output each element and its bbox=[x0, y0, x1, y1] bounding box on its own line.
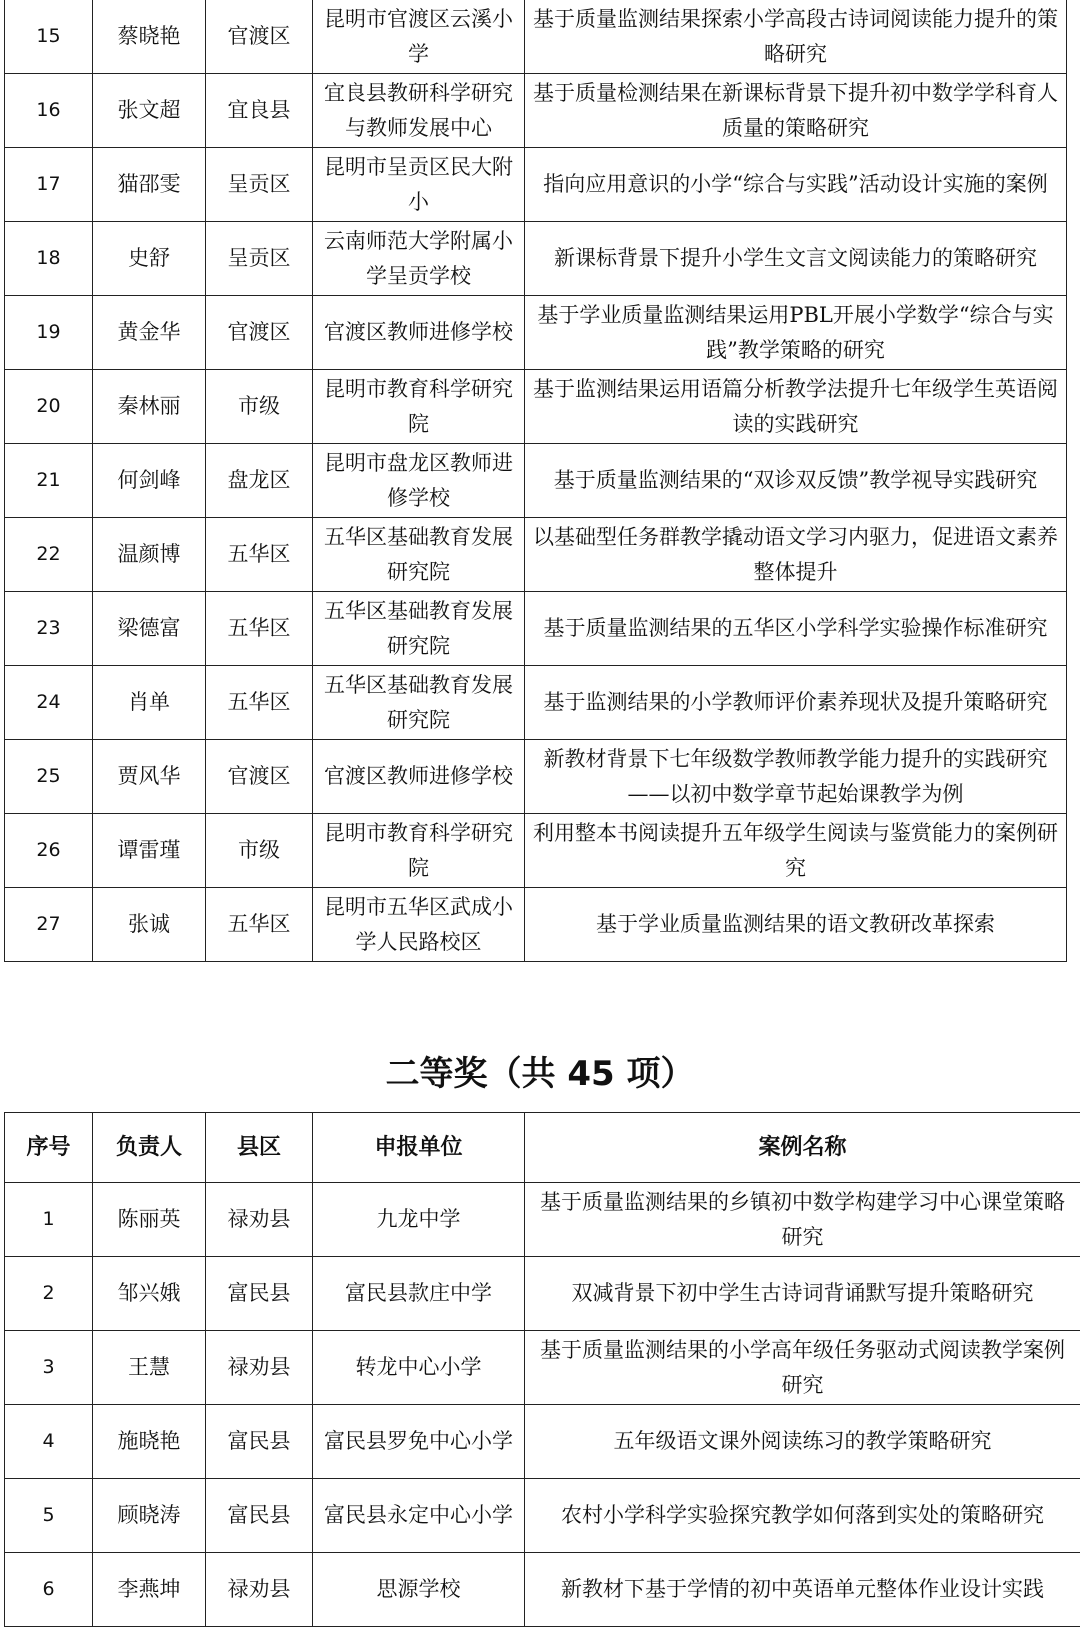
cell-person: 黄金华 bbox=[93, 296, 206, 370]
cell-unit: 思源学校 bbox=[313, 1553, 525, 1627]
header-unit: 申报单位 bbox=[313, 1113, 525, 1183]
section-title-second-prize: 二等奖（共 45 项） bbox=[385, 1054, 695, 1094]
table-header-row bbox=[5, 1113, 1080, 1183]
cell-case: 基于质量监测结果的小学高年级任务驱动式阅读教学案例研究 bbox=[525, 1331, 1080, 1405]
cell-person: 秦林丽 bbox=[93, 370, 206, 444]
cell-district: 禄劝县 bbox=[206, 1183, 313, 1257]
cell-unit: 昆明市盘龙区教师进修学校 bbox=[313, 444, 525, 518]
header-no: 序号 bbox=[5, 1113, 93, 1183]
cell-case: 基于质量监测结果探索小学高段古诗词阅读能力提升的策略研究 bbox=[525, 0, 1067, 74]
cell-case: 农村小学科学实验探究教学如何落到实处的策略研究 bbox=[525, 1479, 1080, 1553]
table-row bbox=[5, 1257, 1080, 1331]
cell-no: 23 bbox=[5, 592, 93, 666]
cell-unit: 官渡区教师进修学校 bbox=[313, 740, 525, 814]
cell-no: 26 bbox=[5, 814, 93, 888]
cell-person: 何剑峰 bbox=[93, 444, 206, 518]
table-row bbox=[5, 740, 1067, 814]
cell-person: 蔡晓艳 bbox=[93, 0, 206, 74]
cell-person: 贾风华 bbox=[93, 740, 206, 814]
table-row bbox=[5, 814, 1067, 888]
cell-person: 猫邵雯 bbox=[93, 148, 206, 222]
cell-unit: 转龙中心小学 bbox=[313, 1331, 525, 1405]
cell-unit: 云南师范大学附属小学呈贡学校 bbox=[313, 222, 525, 296]
cell-district: 宜良县 bbox=[206, 74, 313, 148]
table-row bbox=[5, 888, 1067, 962]
cell-person: 李燕坤 bbox=[93, 1553, 206, 1627]
table-row bbox=[5, 666, 1067, 740]
cell-no: 18 bbox=[5, 222, 93, 296]
cell-person: 顾晓涛 bbox=[93, 1479, 206, 1553]
cell-district: 官渡区 bbox=[206, 296, 313, 370]
cell-district: 市级 bbox=[206, 370, 313, 444]
table-row bbox=[5, 222, 1067, 296]
cell-no: 19 bbox=[5, 296, 93, 370]
award-table-second bbox=[4, 1112, 1080, 1627]
cell-person: 谭雷瑾 bbox=[93, 814, 206, 888]
cell-no: 27 bbox=[5, 888, 93, 962]
cell-district: 禄劝县 bbox=[206, 1331, 313, 1405]
award-table-first bbox=[4, 0, 1067, 962]
cell-person: 温颜博 bbox=[93, 518, 206, 592]
cell-no: 6 bbox=[5, 1553, 93, 1627]
cell-person: 张诚 bbox=[93, 888, 206, 962]
table-row bbox=[5, 1553, 1080, 1627]
cell-district: 禄劝县 bbox=[206, 1553, 313, 1627]
cell-case: 基于质量检测结果在新课标背景下提升初中数学学科育人质量的策略研究 bbox=[525, 74, 1067, 148]
cell-unit: 五华区基础教育发展研究院 bbox=[313, 666, 525, 740]
table-row bbox=[5, 1331, 1080, 1405]
table-row bbox=[5, 1479, 1080, 1553]
table-row bbox=[5, 592, 1067, 666]
cell-person: 张文超 bbox=[93, 74, 206, 148]
table-row bbox=[5, 518, 1067, 592]
cell-person: 邹兴娥 bbox=[93, 1257, 206, 1331]
cell-no: 20 bbox=[5, 370, 93, 444]
cell-district: 五华区 bbox=[206, 518, 313, 592]
cell-no: 3 bbox=[5, 1331, 93, 1405]
cell-district: 盘龙区 bbox=[206, 444, 313, 518]
cell-district: 官渡区 bbox=[206, 0, 313, 74]
table-row bbox=[5, 148, 1067, 222]
cell-case: 五年级语文课外阅读练习的教学策略研究 bbox=[525, 1405, 1080, 1479]
cell-unit: 富民县罗免中心小学 bbox=[313, 1405, 525, 1479]
cell-case: 基于监测结果的小学教师评价素养现状及提升策略研究 bbox=[525, 666, 1067, 740]
cell-no: 25 bbox=[5, 740, 93, 814]
cell-case: 以基础型任务群教学撬动语文学习内驱力，促进语文素养整体提升 bbox=[525, 518, 1067, 592]
table-row bbox=[5, 444, 1067, 518]
cell-district: 呈贡区 bbox=[206, 148, 313, 222]
header-person: 负责人 bbox=[93, 1113, 206, 1183]
cell-no: 22 bbox=[5, 518, 93, 592]
cell-no: 17 bbox=[5, 148, 93, 222]
cell-person: 史舒 bbox=[93, 222, 206, 296]
cell-district: 富民县 bbox=[206, 1479, 313, 1553]
cell-district: 五华区 bbox=[206, 888, 313, 962]
cell-unit: 九龙中学 bbox=[313, 1183, 525, 1257]
cell-district: 富民县 bbox=[206, 1405, 313, 1479]
cell-no: 1 bbox=[5, 1183, 93, 1257]
cell-district: 官渡区 bbox=[206, 740, 313, 814]
cell-person: 王慧 bbox=[93, 1331, 206, 1405]
cell-no: 5 bbox=[5, 1479, 93, 1553]
header-case: 案例名称 bbox=[525, 1113, 1080, 1183]
cell-person: 陈丽英 bbox=[93, 1183, 206, 1257]
table-row bbox=[5, 74, 1067, 148]
cell-unit: 官渡区教师进修学校 bbox=[313, 296, 525, 370]
cell-district: 呈贡区 bbox=[206, 222, 313, 296]
cell-case: 基于学业质量监测结果运用PBL开展小学数学“综合与实践”教学策略的研究 bbox=[525, 296, 1067, 370]
cell-unit: 昆明市教育科学研究院 bbox=[313, 370, 525, 444]
table-row bbox=[5, 296, 1067, 370]
cell-case: 新教材下基于学情的初中英语单元整体作业设计实践 bbox=[525, 1553, 1080, 1627]
cell-district: 市级 bbox=[206, 814, 313, 888]
cell-district: 五华区 bbox=[206, 592, 313, 666]
cell-case: 利用整本书阅读提升五年级学生阅读与鉴赏能力的案例研究 bbox=[525, 814, 1067, 888]
cell-unit: 昆明市五华区武成小学人民路校区 bbox=[313, 888, 525, 962]
cell-no: 4 bbox=[5, 1405, 93, 1479]
header-district: 县区 bbox=[206, 1113, 313, 1183]
cell-case: 基于质量监测结果的五华区小学科学实验操作标准研究 bbox=[525, 592, 1067, 666]
cell-unit: 宜良县教研科学研究与教师发展中心 bbox=[313, 74, 525, 148]
cell-district: 富民县 bbox=[206, 1257, 313, 1331]
cell-no: 15 bbox=[5, 0, 93, 74]
cell-case: 双减背景下初中学生古诗词背诵默写提升策略研究 bbox=[525, 1257, 1080, 1331]
cell-district: 五华区 bbox=[206, 666, 313, 740]
cell-case: 基于监测结果运用语篇分析教学法提升七年级学生英语阅读的实践研究 bbox=[525, 370, 1067, 444]
cell-unit: 昆明市呈贡区民大附小 bbox=[313, 148, 525, 222]
table-row bbox=[5, 0, 1067, 74]
cell-no: 21 bbox=[5, 444, 93, 518]
cell-unit: 五华区基础教育发展研究院 bbox=[313, 518, 525, 592]
cell-case: 基于学业质量监测结果的语文教研改革探索 bbox=[525, 888, 1067, 962]
cell-unit: 五华区基础教育发展研究院 bbox=[313, 592, 525, 666]
cell-case: 新教材背景下七年级数学教师教学能力提升的实践研究——以初中数学章节起始课教学为例 bbox=[525, 740, 1067, 814]
table-row bbox=[5, 370, 1067, 444]
cell-unit: 富民县永定中心小学 bbox=[313, 1479, 525, 1553]
cell-person: 施晓艳 bbox=[93, 1405, 206, 1479]
cell-unit: 富民县款庄中学 bbox=[313, 1257, 525, 1331]
table-row bbox=[5, 1405, 1080, 1479]
cell-case: 基于质量监测结果的“双诊双反馈”教学视导实践研究 bbox=[525, 444, 1067, 518]
cell-no: 16 bbox=[5, 74, 93, 148]
cell-case: 新课标背景下提升小学生文言文阅读能力的策略研究 bbox=[525, 222, 1067, 296]
cell-unit: 昆明市官渡区云溪小学 bbox=[313, 0, 525, 74]
table-row bbox=[5, 1183, 1080, 1257]
cell-no: 24 bbox=[5, 666, 93, 740]
cell-unit: 昆明市教育科学研究院 bbox=[313, 814, 525, 888]
cell-case: 指向应用意识的小学“综合与实践”活动设计实施的案例 bbox=[525, 148, 1067, 222]
cell-person: 肖单 bbox=[93, 666, 206, 740]
cell-case: 基于质量监测结果的乡镇初中数学构建学习中心课堂策略研究 bbox=[525, 1183, 1080, 1257]
cell-no: 2 bbox=[5, 1257, 93, 1331]
cell-person: 梁德富 bbox=[93, 592, 206, 666]
